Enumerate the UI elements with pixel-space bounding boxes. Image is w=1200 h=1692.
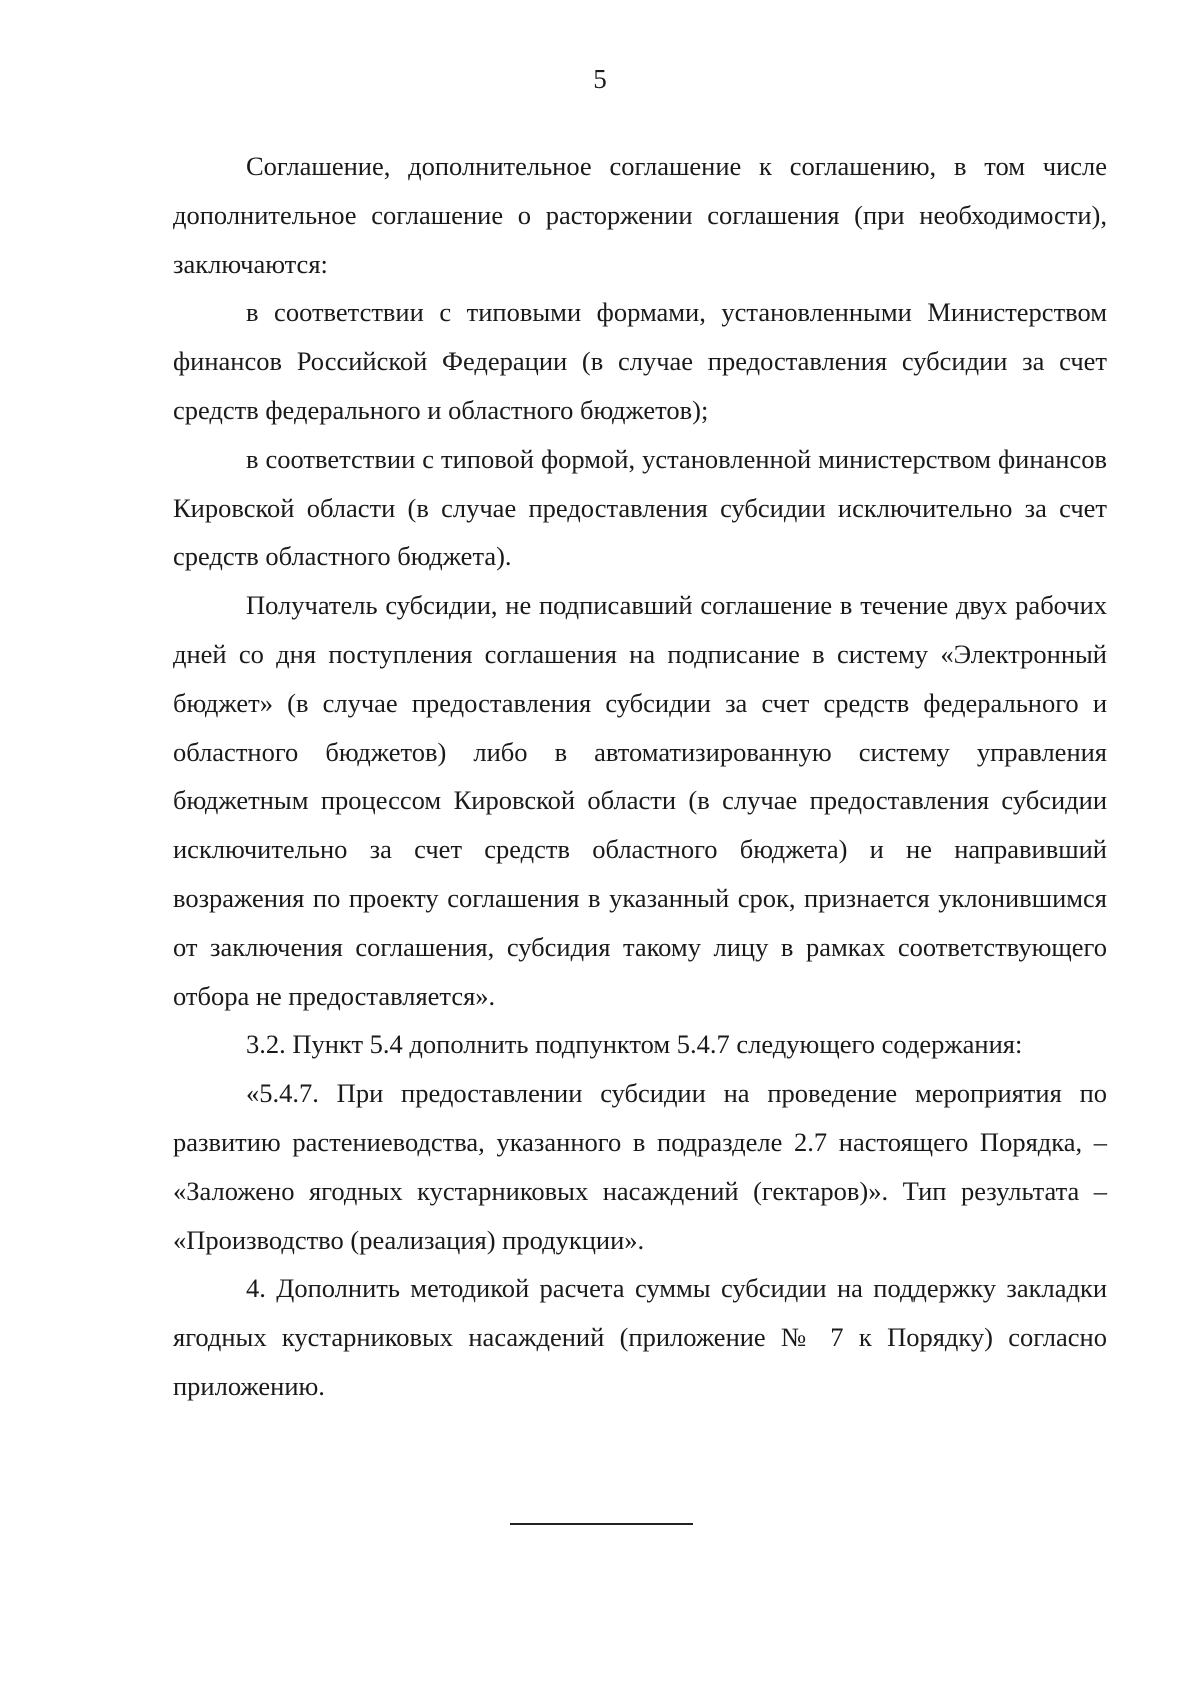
document-body	[173, 142, 1107, 1411]
page-number: 5	[593, 64, 607, 94]
paragraph-item-4: 4. Дополнить методикой расчета суммы субсидии на поддержку закладки ягодных кустарниковых насаждений (приложение № 7 к Порядку) согласно приложению.	[173, 1273, 1107, 1401]
paragraph-subitem-5-4-7: «5.4.7. При предоставлении субсидии на проведение мероприятия по развитию растениеводства, указанного в подразделе 2.7 настоящего Порядка, – «Заложено ягодных кустарниковых насаждений (гектаров)». Тип результата – «Производство (реализация) продукции».	[173, 1078, 1107, 1255]
paragraph-agreement-conclusion: Соглашение, дополнительное соглашение к соглашению, в том числе дополнительное соглашение о расторжении соглашения (при необходимости), заключаются:	[173, 151, 1107, 279]
paragraph-regional-form: в соответствии с типовой формой, установленной министерством финансов Кировской области (в случае предоставления субсидии исключительно за счет средств областного бюджета).	[173, 443, 1107, 572]
end-separator-line	[510, 1523, 693, 1525]
paragraph-recipient-evasion: Получатель субсидии, не подписавший соглашение в течение двух рабочих дней со дня поступления соглашения на подписание в систему «Электронный бюджет» (в случае предоставления субсидии за счет средств федерального и областного бюджетов) либо в автоматизированную систему управления бюджетным процессом Кировской области (в случае предоставления субсидии исключительно за счет средств областного бюджета) и не направивший возражения по проекту соглашения в указанный срок, признается уклонившимся от заключения соглашения, субсидия такому лицу в рамках соответствующего отбора не предоставляется».	[173, 590, 1107, 1011]
paragraph-item-3-2: 3.2. Пункт 5.4 дополнить подпунктом 5.4.7 следующего содержания:	[246, 1029, 1023, 1060]
paragraph-federal-forms: в соответствии с типовыми формами, установленными Министерством финансов Российской Федерации (в случае предоставления субсидии за счет средств федерального и областного бюджетов);	[173, 297, 1107, 425]
